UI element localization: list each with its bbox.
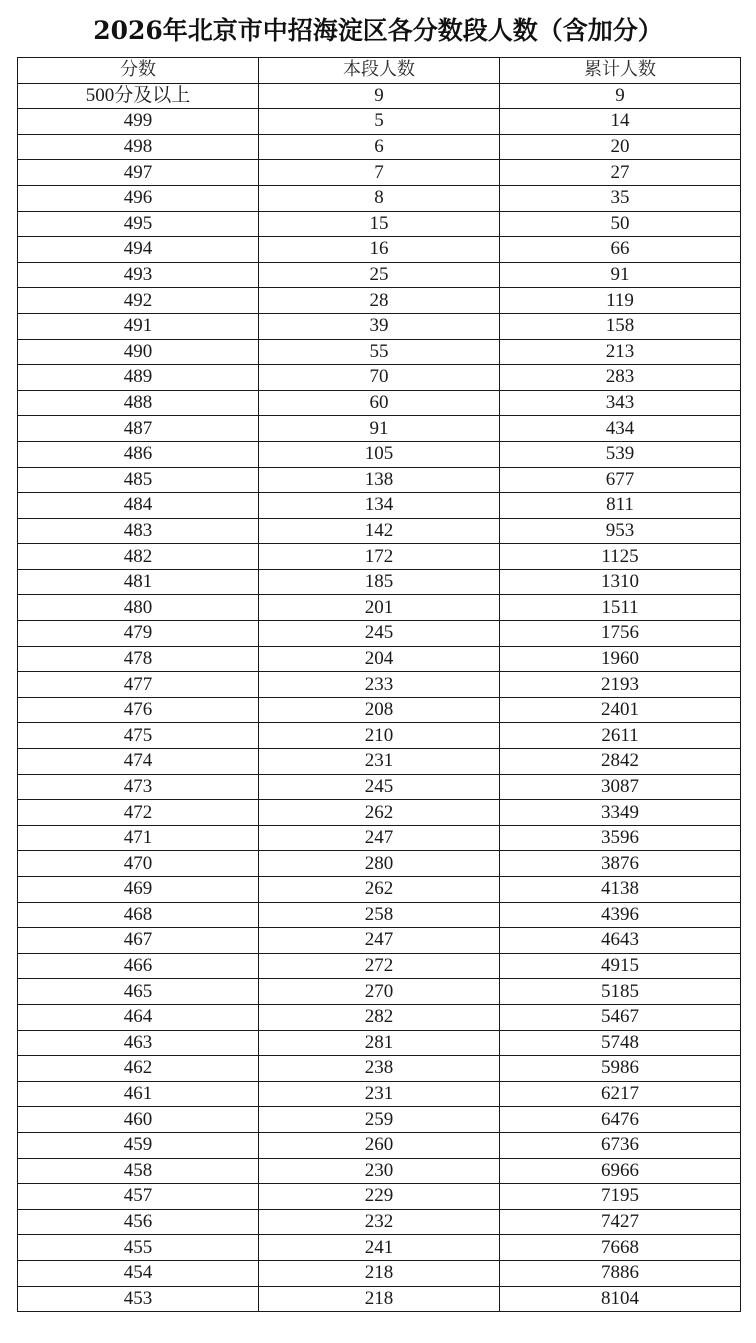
score-cell: 478	[18, 646, 259, 672]
score-cell: 474	[18, 749, 259, 775]
score-cell: 469	[18, 877, 259, 903]
score-cell: 499	[18, 109, 259, 135]
cumulative-count-cell: 4915	[500, 953, 741, 979]
score-cell: 491	[18, 313, 259, 339]
segment-count-cell: 7	[259, 160, 500, 186]
score-cell: 459	[18, 1132, 259, 1158]
score-cell: 479	[18, 621, 259, 647]
score-cell: 460	[18, 1107, 259, 1133]
segment-count-cell: 208	[259, 697, 500, 723]
cumulative-count-cell: 7886	[500, 1260, 741, 1286]
table-row	[18, 416, 741, 442]
cumulative-count-cell: 6217	[500, 1081, 741, 1107]
score-cell: 463	[18, 1030, 259, 1056]
segment-count-cell: 9	[259, 83, 500, 109]
score-cell: 465	[18, 979, 259, 1005]
segment-count-cell: 262	[259, 877, 500, 903]
cumulative-count-cell: 1310	[500, 569, 741, 595]
score-cell: 461	[18, 1081, 259, 1107]
cumulative-count-cell: 2611	[500, 723, 741, 749]
segment-count-cell: 281	[259, 1030, 500, 1056]
segment-count-cell: 218	[259, 1286, 500, 1312]
segment-count-cell: 70	[259, 365, 500, 391]
score-cell: 480	[18, 595, 259, 621]
score-cell: 468	[18, 902, 259, 928]
table-row	[18, 390, 741, 416]
cumulative-count-cell: 91	[500, 262, 741, 288]
table-row	[18, 83, 741, 109]
cumulative-count-cell: 953	[500, 518, 741, 544]
cumulative-count-cell: 6966	[500, 1158, 741, 1184]
table-row	[18, 160, 741, 186]
cumulative-count-cell: 2401	[500, 697, 741, 723]
cumulative-count-cell: 343	[500, 390, 741, 416]
score-cell: 488	[18, 390, 259, 416]
table-row	[18, 621, 741, 647]
cumulative-count-cell: 119	[500, 288, 741, 314]
cumulative-count-cell: 27	[500, 160, 741, 186]
score-cell: 497	[18, 160, 259, 186]
cumulative-count-cell: 8104	[500, 1286, 741, 1312]
cumulative-count-cell: 20	[500, 134, 741, 160]
table-row	[18, 1286, 741, 1312]
segment-count-cell: 231	[259, 749, 500, 775]
score-cell: 485	[18, 467, 259, 493]
score-cell: 496	[18, 185, 259, 211]
segment-count-cell: 218	[259, 1260, 500, 1286]
cumulative-count-cell: 66	[500, 237, 741, 263]
segment-count-cell: 185	[259, 569, 500, 595]
segment-count-cell: 282	[259, 1004, 500, 1030]
table-row	[18, 569, 741, 595]
table-row	[18, 672, 741, 698]
segment-count-cell: 245	[259, 774, 500, 800]
score-cell: 476	[18, 697, 259, 723]
cumulative-count-cell: 6736	[500, 1132, 741, 1158]
score-cell: 472	[18, 800, 259, 826]
table-row	[18, 1030, 741, 1056]
segment-count-cell: 142	[259, 518, 500, 544]
cumulative-count-cell: 3876	[500, 851, 741, 877]
table-row	[18, 211, 741, 237]
segment-count-cell: 28	[259, 288, 500, 314]
score-cell: 454	[18, 1260, 259, 1286]
table-row	[18, 109, 741, 135]
table-row	[18, 1260, 741, 1286]
cumulative-count-cell: 7195	[500, 1184, 741, 1210]
table-row	[18, 723, 741, 749]
segment-count-cell: 247	[259, 928, 500, 954]
cumulative-count-cell: 4643	[500, 928, 741, 954]
score-cell: 456	[18, 1209, 259, 1235]
cumulative-count-cell: 1960	[500, 646, 741, 672]
score-cell: 473	[18, 774, 259, 800]
cumulative-count-cell: 4138	[500, 877, 741, 903]
segment-count-cell: 210	[259, 723, 500, 749]
segment-count-cell: 55	[259, 339, 500, 365]
segment-count-cell: 60	[259, 390, 500, 416]
cumulative-count-cell: 283	[500, 365, 741, 391]
segment-count-cell: 201	[259, 595, 500, 621]
cumulative-count-cell: 3596	[500, 825, 741, 851]
score-cell: 467	[18, 928, 259, 954]
score-cell: 494	[18, 237, 259, 263]
segment-count-cell: 16	[259, 237, 500, 263]
segment-count-cell: 25	[259, 262, 500, 288]
table-row	[18, 595, 741, 621]
table-row	[18, 953, 741, 979]
header-score: 分数	[18, 58, 259, 84]
table-row	[18, 313, 741, 339]
table-row	[18, 288, 741, 314]
score-cell: 457	[18, 1184, 259, 1210]
cumulative-count-cell: 2842	[500, 749, 741, 775]
segment-count-cell: 204	[259, 646, 500, 672]
segment-count-cell: 247	[259, 825, 500, 851]
table-row	[18, 1235, 741, 1261]
table-row	[18, 646, 741, 672]
table-row	[18, 928, 741, 954]
segment-count-cell: 238	[259, 1056, 500, 1082]
table-row	[18, 237, 741, 263]
table-row	[18, 262, 741, 288]
table-row	[18, 825, 741, 851]
segment-count-cell: 105	[259, 441, 500, 467]
segment-count-cell: 245	[259, 621, 500, 647]
segment-count-cell: 91	[259, 416, 500, 442]
score-cell: 500分及以上	[18, 83, 259, 109]
score-cell: 481	[18, 569, 259, 595]
segment-count-cell: 15	[259, 211, 500, 237]
header-cumulative-count: 累计人数	[500, 58, 741, 84]
score-cell: 458	[18, 1158, 259, 1184]
segment-count-cell: 270	[259, 979, 500, 1005]
segment-count-cell: 272	[259, 953, 500, 979]
score-cell: 455	[18, 1235, 259, 1261]
cumulative-count-cell: 14	[500, 109, 741, 135]
score-cell: 495	[18, 211, 259, 237]
score-cell: 493	[18, 262, 259, 288]
segment-count-cell: 259	[259, 1107, 500, 1133]
segment-count-cell: 232	[259, 1209, 500, 1235]
cumulative-count-cell: 677	[500, 467, 741, 493]
score-cell: 487	[18, 416, 259, 442]
segment-count-cell: 260	[259, 1132, 500, 1158]
score-cell: 483	[18, 518, 259, 544]
cumulative-count-cell: 3087	[500, 774, 741, 800]
table-row	[18, 902, 741, 928]
table-row	[18, 1184, 741, 1210]
score-cell: 470	[18, 851, 259, 877]
score-cell: 489	[18, 365, 259, 391]
cumulative-count-cell: 213	[500, 339, 741, 365]
score-cell: 484	[18, 493, 259, 519]
score-distribution-table	[17, 57, 741, 1312]
table-row	[18, 800, 741, 826]
cumulative-count-cell: 4396	[500, 902, 741, 928]
score-cell: 498	[18, 134, 259, 160]
header-row	[18, 58, 741, 84]
score-cell: 490	[18, 339, 259, 365]
table-body	[18, 83, 741, 1312]
segment-count-cell: 233	[259, 672, 500, 698]
segment-count-cell: 241	[259, 1235, 500, 1261]
cumulative-count-cell: 5467	[500, 1004, 741, 1030]
cumulative-count-cell: 5748	[500, 1030, 741, 1056]
score-cell: 492	[18, 288, 259, 314]
segment-count-cell: 231	[259, 1081, 500, 1107]
table-row	[18, 467, 741, 493]
table-row	[18, 544, 741, 570]
page-title: 2026年北京市中招海淀区各分数段人数（含加分）	[93, 16, 663, 45]
score-cell: 482	[18, 544, 259, 570]
segment-count-cell: 138	[259, 467, 500, 493]
cumulative-count-cell: 3349	[500, 800, 741, 826]
table-row	[18, 851, 741, 877]
segment-count-cell: 229	[259, 1184, 500, 1210]
cumulative-count-cell: 35	[500, 185, 741, 211]
segment-count-cell: 280	[259, 851, 500, 877]
table-row	[18, 877, 741, 903]
table-row	[18, 1107, 741, 1133]
score-cell: 471	[18, 825, 259, 851]
table-row	[18, 1081, 741, 1107]
table-row	[18, 339, 741, 365]
table-row	[18, 1004, 741, 1030]
cumulative-count-cell: 1756	[500, 621, 741, 647]
score-cell: 477	[18, 672, 259, 698]
cumulative-count-cell: 5986	[500, 1056, 741, 1082]
cumulative-count-cell: 434	[500, 416, 741, 442]
table-row	[18, 1132, 741, 1158]
table-row	[18, 774, 741, 800]
table-row	[18, 518, 741, 544]
cumulative-count-cell: 811	[500, 493, 741, 519]
cumulative-count-cell: 2193	[500, 672, 741, 698]
cumulative-count-cell: 5185	[500, 979, 741, 1005]
cumulative-count-cell: 6476	[500, 1107, 741, 1133]
table-row	[18, 979, 741, 1005]
cumulative-count-cell: 539	[500, 441, 741, 467]
header-segment-count: 本段人数	[259, 58, 500, 84]
segment-count-cell: 134	[259, 493, 500, 519]
score-cell: 466	[18, 953, 259, 979]
score-cell: 475	[18, 723, 259, 749]
cumulative-count-cell: 1511	[500, 595, 741, 621]
score-cell: 464	[18, 1004, 259, 1030]
table-row	[18, 1158, 741, 1184]
segment-count-cell: 8	[259, 185, 500, 211]
table-row	[18, 365, 741, 391]
table-row	[18, 697, 741, 723]
table-header	[18, 58, 741, 84]
table-row	[18, 493, 741, 519]
table-row	[18, 1056, 741, 1082]
cumulative-count-cell: 1125	[500, 544, 741, 570]
cumulative-count-cell: 50	[500, 211, 741, 237]
table-row	[18, 185, 741, 211]
table-row	[18, 134, 741, 160]
cumulative-count-cell: 158	[500, 313, 741, 339]
table-row	[18, 1209, 741, 1235]
segment-count-cell: 39	[259, 313, 500, 339]
segment-count-cell: 262	[259, 800, 500, 826]
segment-count-cell: 258	[259, 902, 500, 928]
segment-count-cell: 6	[259, 134, 500, 160]
score-cell: 462	[18, 1056, 259, 1082]
cumulative-count-cell: 7668	[500, 1235, 741, 1261]
table-row	[18, 441, 741, 467]
cumulative-count-cell: 7427	[500, 1209, 741, 1235]
score-cell: 486	[18, 441, 259, 467]
segment-count-cell: 5	[259, 109, 500, 135]
cumulative-count-cell: 9	[500, 83, 741, 109]
table-row	[18, 749, 741, 775]
segment-count-cell: 172	[259, 544, 500, 570]
segment-count-cell: 230	[259, 1158, 500, 1184]
score-cell: 453	[18, 1286, 259, 1312]
